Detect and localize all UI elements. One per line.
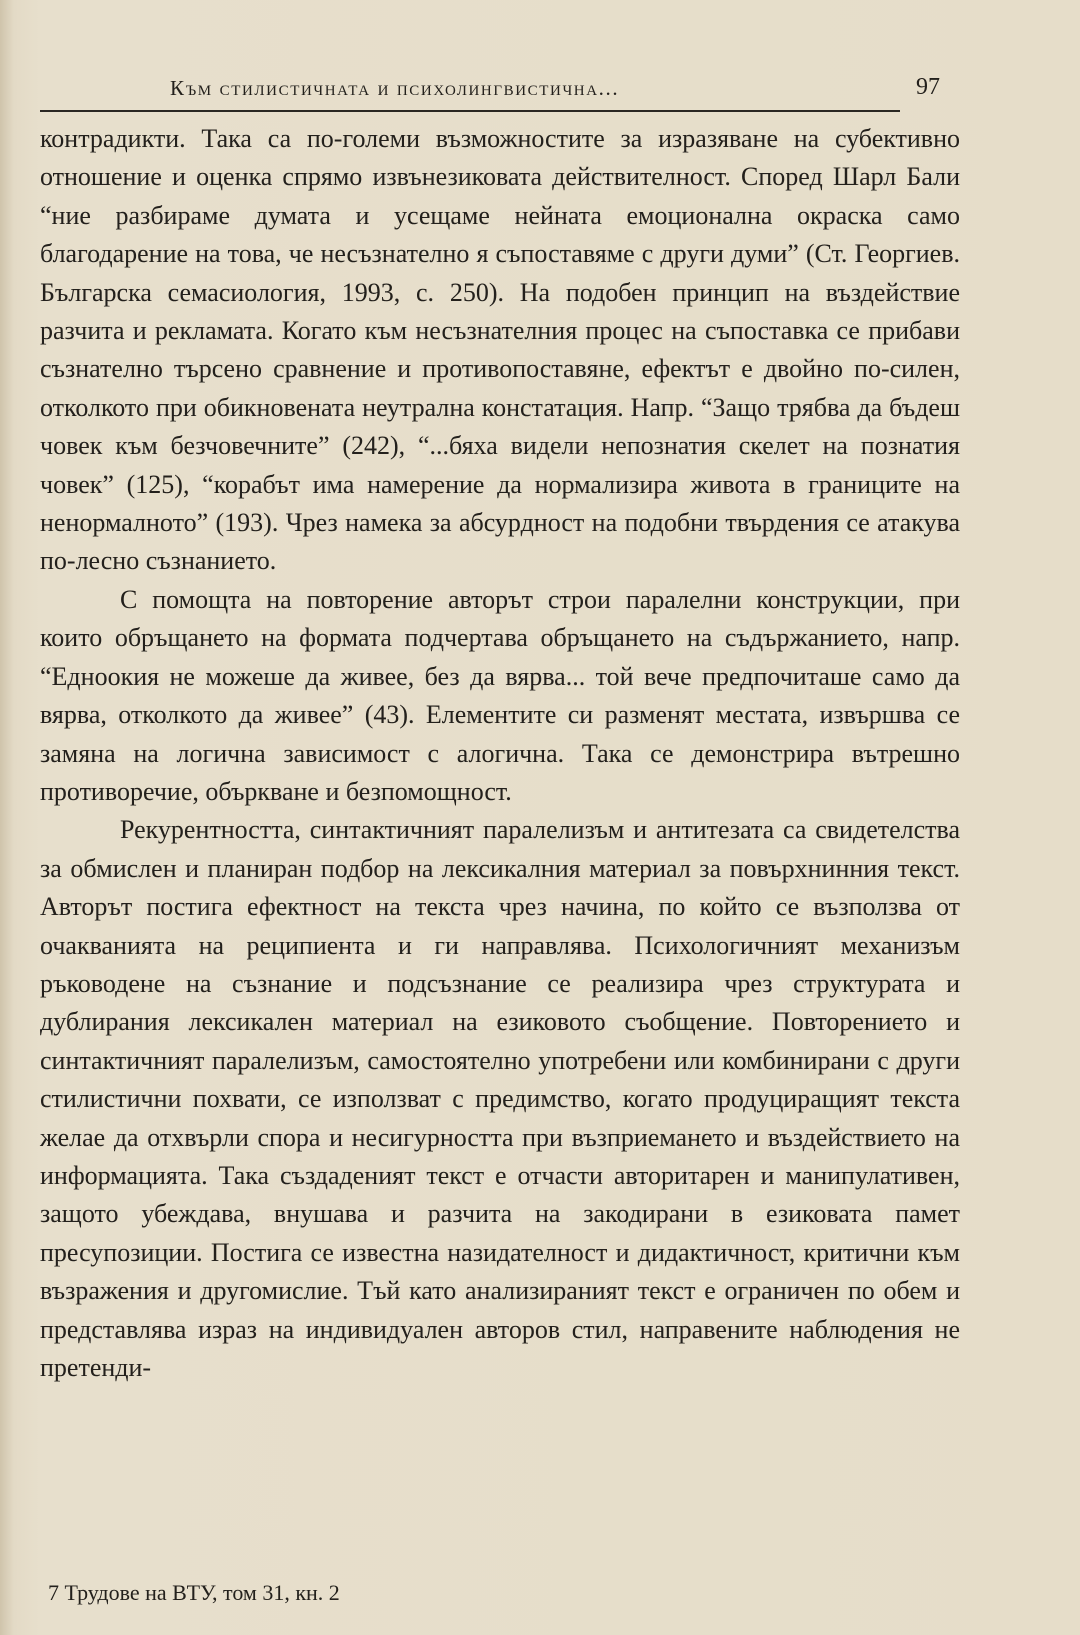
- page-header: [40, 76, 940, 108]
- footer-signature: 7 Трудове на ВТУ, том 31, кн. 2: [48, 1580, 340, 1605]
- paragraph: Рекурентността, синтактичният паралелизъм и антитезата са свидетелства за обмислен и планиран подбор на лексикалния материал за повърхнинния текст. Авторът постига ефектност на текста чрез начина, по който се възползва от очакванията на реципиента и ги направлява. Психологичният механизъм ръководене на съзнание и подсъзнание се реализира чрез структурата и дублирания лексикален материал на езиковото съобщение. Повторението и синтактичният паралелизъм, самостоятелно употребени или комбинирани с други стилистични похвати, се използват с предимство, когато продуциращият текста желае да отхвърли спора и несигурността при възприемането и въздействието на информацията. Така създаденият текст е отчасти авторитарен и манипулативен, защото убеждава, внушава и разчита на закодирани в езиковата памет пресупозиции. Постига се известна назидателност и дидактичност, критични към възражения и другомислие. Тъй като анализираният текст е ограничен по обем и представлява израз на индивидуален авторов стил, направените наблюдения не претенди-: [40, 815, 960, 1382]
- paragraph: С помощта на повторение авторът строи паралелни конструкции, при които обръщането на формата подчертава обръщането на съдържанието, напр. “Едноокия не можеше да живее, без да вярва... той вече предпочиташе само да вярва, отколкото да живее” (43). Елементите си разменят местата, извършва се замяна на логична зависимост с алогична. Така се демонстрира вътрешно противоречие, объркване и безпомощност.: [40, 584, 960, 806]
- body-text: [40, 120, 960, 1387]
- page-number: 97: [916, 74, 940, 100]
- paragraph: контрадикти. Така са по-големи възможностите за изразяване на субективно отношение и оценка спрямо извънезиковата действителност. Според Шарл Бали “ние разбираме думата и усещаме нейната емоционална окраска само благодарение на това, че несъзнателно я съпоставяме с други думи” (Ст. Георгиев. Българска семасиология, 1993, с. 250). На подобен принцип на въздействие разчита и рекламата. Когато към несъзнателния процес на съпоставка се прибави съзнателно търсено сравнение и противопоставяне, ефектът е двойно по-силен, отколкото при обикновената неутрална констатация. Напр. “Защо трябва да бъдеш човек към безчовечните” (242), “...бяха видели непознатия скелет на познатия човек” (125), “корабът има намерение да нормализира живота в границите на ненормалното” (193). Чрез намека за абсурдност на подобни твърдения се атакува по-лесно съзнанието.: [40, 124, 960, 576]
- header-rule: [40, 110, 900, 112]
- running-title: Към стилистичната и психолингвистична...: [170, 76, 620, 100]
